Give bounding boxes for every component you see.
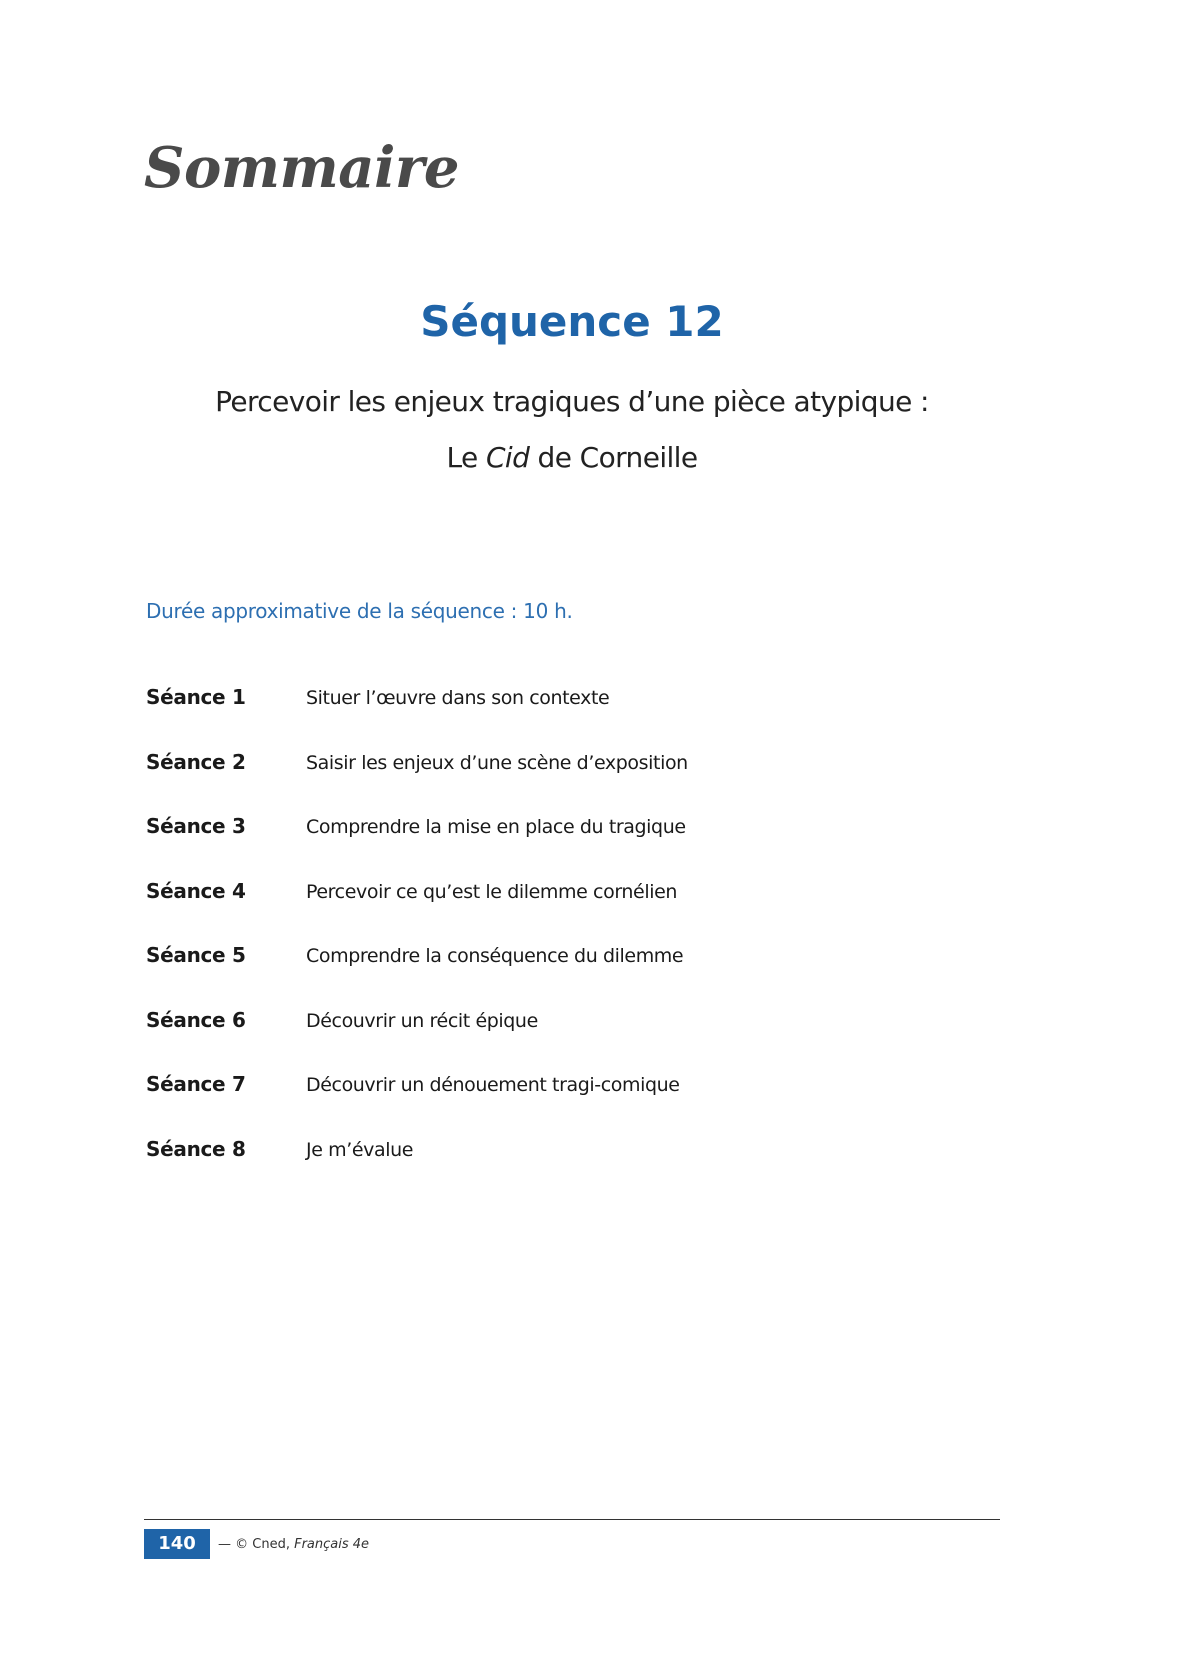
session-item [146,1134,688,1199]
session-label: Séance 7 [146,1072,246,1096]
session-label: Séance 5 [146,943,246,967]
session-label: Séance 1 [146,685,246,709]
session-item [146,1005,688,1070]
session-text: Saisir les enjeux d’une scène d’exposition [306,751,688,774]
sequence-subtitle-line2 [0,430,1144,486]
session-label: Séance 6 [146,1007,246,1032]
session-label: Séance 4 [146,878,246,903]
session-label: Séance 8 [146,1136,246,1161]
credit-course: Français 4e [294,1536,370,1552]
session-text: Comprendre la conséquence du dilemme [306,945,684,967]
session-item [146,747,688,812]
footer-credit [218,1537,369,1552]
session-label: Séance 2 [146,749,246,774]
session-text: Découvrir un récit épique [306,1009,538,1032]
session-item [146,876,688,941]
session-list [146,682,688,1198]
session-text: Percevoir ce qu’est le dilemme cornélien [306,880,678,903]
footer-divider [144,1519,1000,1520]
sequence-subtitle [0,374,1144,486]
page-footer [144,1529,369,1559]
session-text: Situer l’œuvre dans son contexte [306,687,610,709]
page-number: 140 [144,1529,210,1559]
subtitle-before: Le [446,441,486,474]
session-item [146,682,688,747]
session-item [146,1069,688,1134]
session-label: Séance 3 [146,814,246,838]
session-item [146,811,688,876]
session-text: Comprendre la mise en place du tragique [306,816,686,838]
session-text: Découvrir un dénouement tragi-comique [306,1074,680,1096]
work-title: Cid [485,441,530,474]
sequence-duration: Durée approximative de la séquence : 10 h. [146,599,573,623]
credit-prefix: — © Cned, [218,1536,295,1552]
session-text: Je m’évalue [306,1138,414,1161]
page-title: Sommaire [144,135,459,201]
sequence-subtitle-line1: Percevoir les enjeux tragiques d’une pièce atypique : [215,385,929,418]
subtitle-after: de Corneille [529,441,698,474]
session-item [146,940,688,1005]
sequence-title: Séquence 12 [420,297,724,346]
